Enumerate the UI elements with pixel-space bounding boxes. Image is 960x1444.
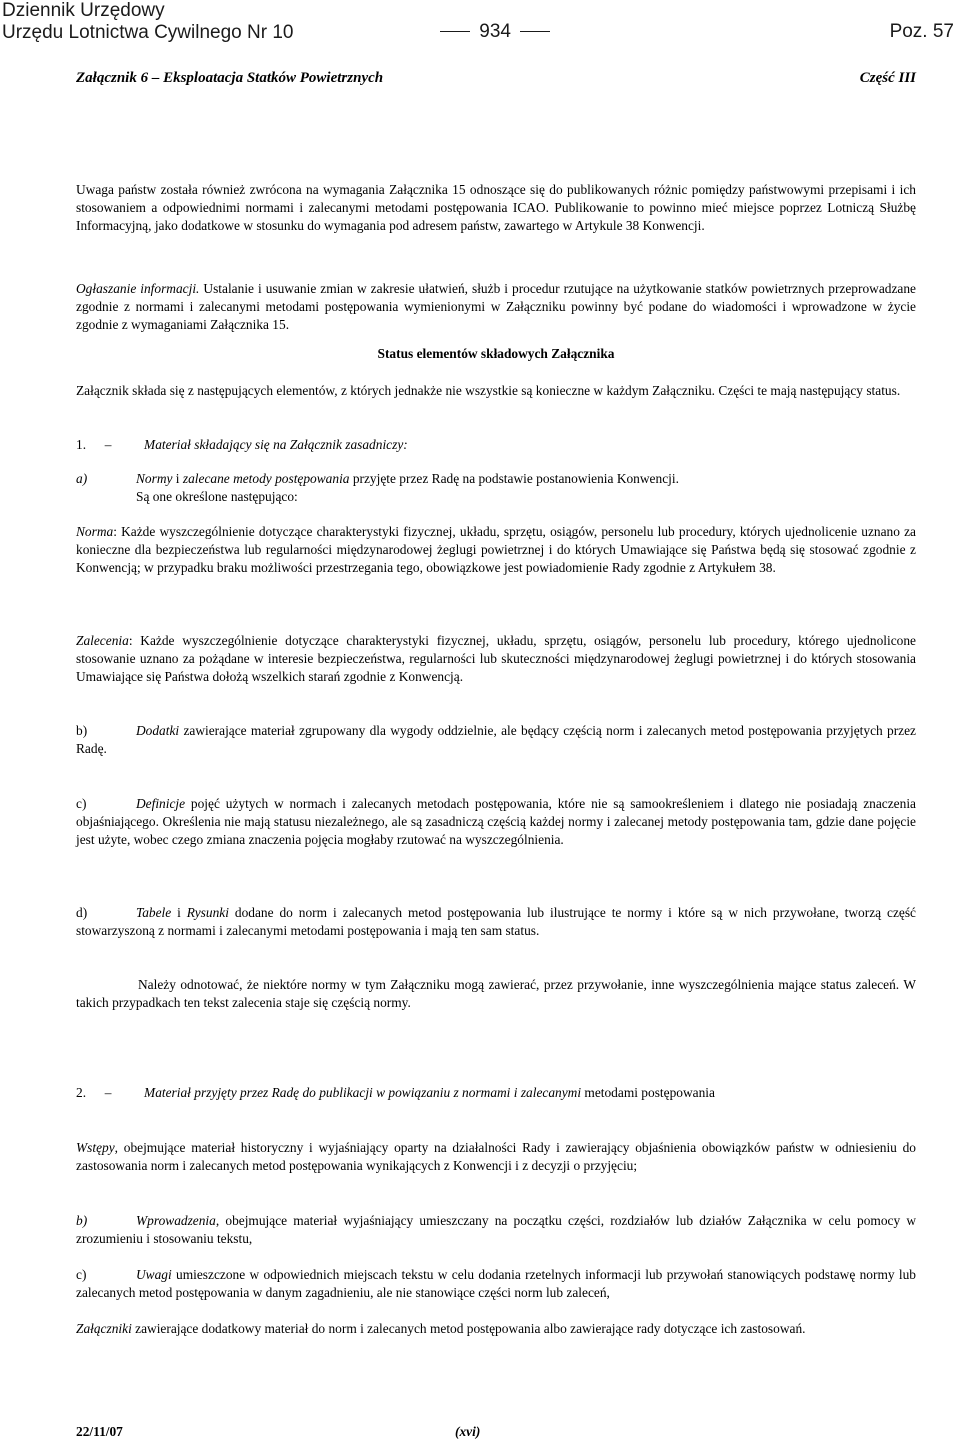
- section-heading: Status elementów składowych Załącznika: [377, 346, 615, 361]
- item-2-c-term: Uwagi: [136, 1267, 172, 1282]
- item-c-label: c): [76, 796, 87, 811]
- item-2-c-text: umieszczone w odpowiednich miejscach tekstu w celu dodania rzetelnych informacji lub przywołań stanowiących podstawę normy lub zalecanych metod postępowania w danym zagadnieniu, ale nie stanowiące części norm lub zaleceń,: [76, 1267, 916, 1300]
- zalaczniki-label: Załączniki: [76, 1321, 132, 1336]
- journal-header: [2, 0, 293, 44]
- norma-label: Norma: [76, 524, 114, 539]
- item-2-b: [76, 1212, 916, 1248]
- paragraph-ogloszenie: [76, 280, 916, 334]
- item-a: [76, 470, 916, 504]
- item-c-text: pojęć użytych w normach i zalecanych metodach postępowania, które nie są samookreśleniem i dlatego nie posiadają znaczenia objaśniającego. Określenia nie mają statusu niezależnego, ale są zasadniczą częścią każdej normy i zalecanej metody postępowania tam, gdzie dane pojęcie jest użyte, wobec czego zmiana znaczenia pojęcia mogłaby rzutować na wyszczególnienia.: [76, 796, 916, 847]
- paragraph-zalecenia: [76, 632, 916, 686]
- item-d-label: d): [76, 905, 88, 920]
- norma-text: : Każde wyszczególnienie dotyczące charakterystyki fizycznej, układu, sprzętu, osiągów, personelu lub procedury, których ujednolicenie uznano za konieczne dla bezpieczeństwa lub regularności międzynarodowej żeglugi powietrznej i do których Umawiające się Państwa będą się stosować zgodnie z Konwencją; w przypadku braku możliwości przestrzegania tego, obowiązkowe jest powiadomienie Rady zgodnie z Artykułem 38.: [76, 524, 916, 575]
- item-2-dash: –: [104, 1085, 112, 1100]
- paragraph-zalaczniki: [76, 1320, 916, 1338]
- item-a-normy: Normy: [136, 471, 173, 486]
- footer-page-roman: (xvi): [455, 1424, 481, 1439]
- item-d-term1: Tabele: [136, 905, 172, 920]
- footer-date: 22/11/07: [76, 1424, 123, 1439]
- item-2-number: 2.: [76, 1085, 87, 1100]
- item-2-text-italic: Materiał przyjęty przez Radę do publikacji w powiązaniu z normami i zalecanymi: [144, 1085, 582, 1100]
- item-b: [76, 722, 916, 758]
- item-2-b-label: b): [76, 1213, 88, 1228]
- journal-issue: Urzędu Lotnictwa Cywilnego Nr 10: [2, 22, 294, 43]
- item-a-rest: przyjęte przez Radę na podstawie postanowienia Konwencji.: [349, 471, 679, 486]
- paragraph-norma: [76, 523, 916, 577]
- page-number-value: 934: [479, 21, 511, 42]
- wstepy-label: Wstępy: [76, 1140, 115, 1155]
- page-number: [436, 21, 554, 43]
- item-d-term2: Rysunki: [186, 905, 229, 920]
- nalezy-text: Należy odnotować, że niektóre normy w tym Załączniku mogą zawierać, przez przywołanie, inne wyszczególnienia mające status zaleceń. W takich przypadkach ten tekst zalecenia staje się częścią normy.: [76, 977, 916, 1010]
- item-2-b-text: , obejmujące materiał wyjaśniający umieszczany na początku części, rozdziałów lub działów Załącznika w celu pomocy w zrozumieniu i stosowaniu tekstu,: [76, 1213, 916, 1246]
- item-b-term: Dodatki: [136, 723, 180, 738]
- item-b-label: b): [76, 723, 88, 738]
- zalecenia-text: : Każde wyszczególnienie dotyczące charakterystyki fizycznej, układu, sprzętu, osiągów, personelu lub procedury, którego ujednolicone stosowanie uznano za pożądane w interesie bezpieczeństwa, regularności lub skuteczności międzynarodowej żeglugi powietrznej i do których stosowania Umawiające się Państwa dołożą wszelkich starań zgodnie z Konwencją.: [76, 633, 916, 684]
- item-a-line2: Są one określone następująco:: [136, 489, 298, 504]
- item-1-text: Materiał składający się na Załącznik zasadniczy:: [144, 437, 408, 452]
- journal-name: Dziennik Urzędowy: [2, 0, 165, 21]
- running-head-title: Załącznik 6 – Eksploatacja Statków Powietrznych: [76, 70, 384, 86]
- item-1-dash: –: [104, 437, 112, 452]
- zalecenia-label: Zalecenia: [76, 633, 129, 648]
- paragraph-wstepy: [76, 1139, 916, 1175]
- paragraph-nalezy: [76, 976, 916, 1012]
- page-number-rule-right: [520, 31, 550, 32]
- item-2-c: [76, 1266, 916, 1302]
- wstepy-text: , obejmujące materiał historyczny i wyjaśniający oparty na działalności Rady i zawierający objaśnienia obowiązków państw w odniesieniu do zastosowania norm i zalecanych metod postępowania wynikających z Konwencji i z decyzji o przyjęciu;: [76, 1140, 916, 1173]
- item-a-content: [136, 470, 896, 506]
- item-2: [76, 1084, 916, 1102]
- page-number-rule-left: [440, 31, 470, 32]
- ogloszenie-label: Ogłaszanie informacji.: [76, 281, 200, 296]
- item-a-label: a): [76, 471, 88, 486]
- item-c: [76, 795, 916, 849]
- item-a-conj: i: [172, 471, 183, 486]
- item-2-c-label: c): [76, 1267, 87, 1282]
- item-2-text-normal: metodami postępowania: [581, 1085, 715, 1100]
- item-1-number: 1.: [76, 437, 87, 452]
- ogloszenie-text: Ustalanie i usuwanie zmian w zakresie ułatwień, służb i procedur rzutujące na użytkowanie statków powietrznych przeprowadzane zgodnie z normami i zalecanymi metodami postępowania wymienionymi w Załączniku powinny być podane do wiadomości i wprowadzone w życie zgodnie z wymaganiami Załącznika 15.: [76, 281, 916, 332]
- item-a-zalecane: zalecane metody postępowania: [182, 471, 350, 486]
- paragraph-uwaga: Uwaga państw została również zwrócona na wymagania Załącznika 15 odnoszące się do publikowanych różnic pomiędzy państwowymi przepisami i ich stosowaniem a odpowiednimi normami i zalecanymi metodami postępowania ICAO. Publikowanie to powinno mieć miejsce poprzez Lotniczą Służbę Informacyjną, jako dodatkowe w stosunku do wymagania pod adresem państw, zawartego w Artykule 38 Konwencji.: [76, 182, 916, 233]
- item-d: [76, 904, 916, 940]
- item-d-mid: i: [171, 905, 187, 920]
- item-b-text: zawierające materiał zgrupowany dla wygody oddzielnie, ale będący częścią norm i zalecanych metod postępowania przyjętych przez Radę.: [76, 723, 916, 756]
- item-d-text: dodane do norm i zalecanych metod postępowania lub ilustrujące te normy i które są w nich przywołane, tworzą część stowarzyszoną z normami i zalecanymi metodami postępowania i mają ten sam status.: [76, 905, 916, 938]
- zalaczniki-text: zawierające dodatkowy materiał do norm i zalecanych metod postępowania albo zawierające rady dotyczące ich zastosowań.: [131, 1321, 806, 1336]
- item-c-term: Definicje: [136, 796, 186, 811]
- running-head-part: Część III: [859, 70, 916, 86]
- item-2-b-term: Wprowadzenia: [136, 1213, 216, 1228]
- paragraph-sklada: Załącznik składa się z następujących elementów, z których jednakże nie wszystkie są konieczne w każdym Załączniku. Części te mają następujący status.: [76, 383, 901, 398]
- item-1: [76, 436, 916, 454]
- position-number: Poz. 57: [889, 21, 954, 42]
